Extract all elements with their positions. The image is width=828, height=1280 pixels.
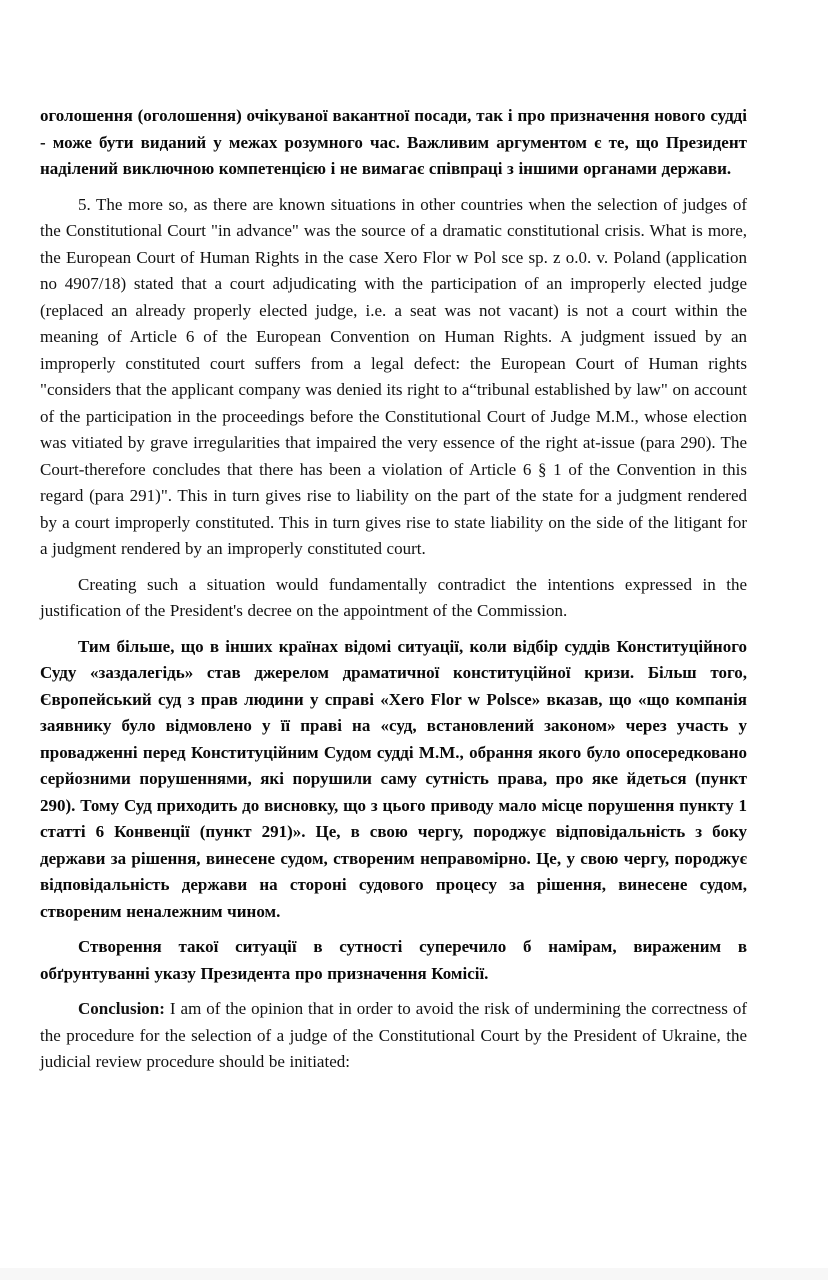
paragraph-point-5: 5. The more so, as there are known situations in other countries when the selection of judges of the Constitutional Court "in advance" was the source of a dramatic constitutional crisis. What is more, the European Court of Human Rights in the case Xero Flor w Pol sce sp. z o.0. v. Poland (application no 4907/18) stated that a court adjudicating with the participation of an improperly elected judge (replaced an already properly elected judge, i.e. a seat was not vacant) is not a court within the meaning of Article 6 of the European Convention on Human Rights. A judgment issued by an improperly constituted court suffers from a legal defect: the European Court of Human rights "considers that the applicant company was denied its right to a“tribunal established by law" on account of the participation in the proceedings before the Constitutional Court of Judge M.M., whose election was vitiated by grave irregularities that impaired the very essence of the right at-issue (para 290). The Court-therefore concludes that there has been a violation of Article 6 § 1 of the Convention in this regard (para 291)". This in turn gives rise to liability on the part of the state for a judgment rendered by a court improperly constituted. This in turn gives rise to state liability on the side of the litigant for a judgment rendered by an improperly constituted court. <box>40 194 747 558</box>
photo-bottom-edge <box>0 1268 828 1280</box>
paragraph-uk-tym-bilshe: Тим більше, що в інших країнах відомі ситуації, коли відбір суддів Конституційного Суду «заздалегідь» став джерелом драматичної конституційної кризи. Більш того, Європейський суд з прав людини у справі «Xero Flor w Polsce» вказав, що «що компанія заявнику було відмовлено у її праві на «суд, встановлений законом» через участь у провадженні перед Конституційним Судом судді М.М., обрання якого було опосередковано серйозними порушеннями, які порушили саму сутність права, про яке йдеться (пункт 290). Тому Суд приходить до висновку, що з цього приводу мало місце порушення пункту 1 статті 6 Конвенції (пункт 291)». Це, в свою чергу, породжує відповідальність з боку держави за рішення, винесене судом, створеним неправомірно. Це, у свою чергу, породжує відповідальність держави на стороні судового процесу за рішення, винесене судом, створеним неналежним чином. <box>40 636 747 921</box>
paragraph-conclusion <box>40 996 747 1076</box>
paragraph-creating-situation: Creating such a situation would fundamentally contradict the intentions expressed in the justification of the President's decree on the appointment of the Commission. <box>40 574 747 620</box>
paragraph-uk-stvorennya: Створення такої ситуації в сутності суперечило б намірам, вираженим в обґрунтуванні указу Президента про призначення Комісії. <box>40 937 747 983</box>
paragraph-uk-continuation: оголошення (оголошення) очікуваної вакантної посади, так і про призначення нового судді - може бути виданий у межах розумного час. Важливим аргументом є те, що Президент наділений виключною компетенцією і не вимагає співпраці з іншими органами держави. <box>40 106 747 178</box>
conclusion-body: I am of the opinion that in order to avoid the risk of undermining the correctness of the procedure for the selection of a judge of the Constitutional Court by the President of Ukraine, the judicial review procedure should be initiated: <box>40 999 747 1071</box>
conclusion-label: Conclusion: <box>78 999 165 1018</box>
